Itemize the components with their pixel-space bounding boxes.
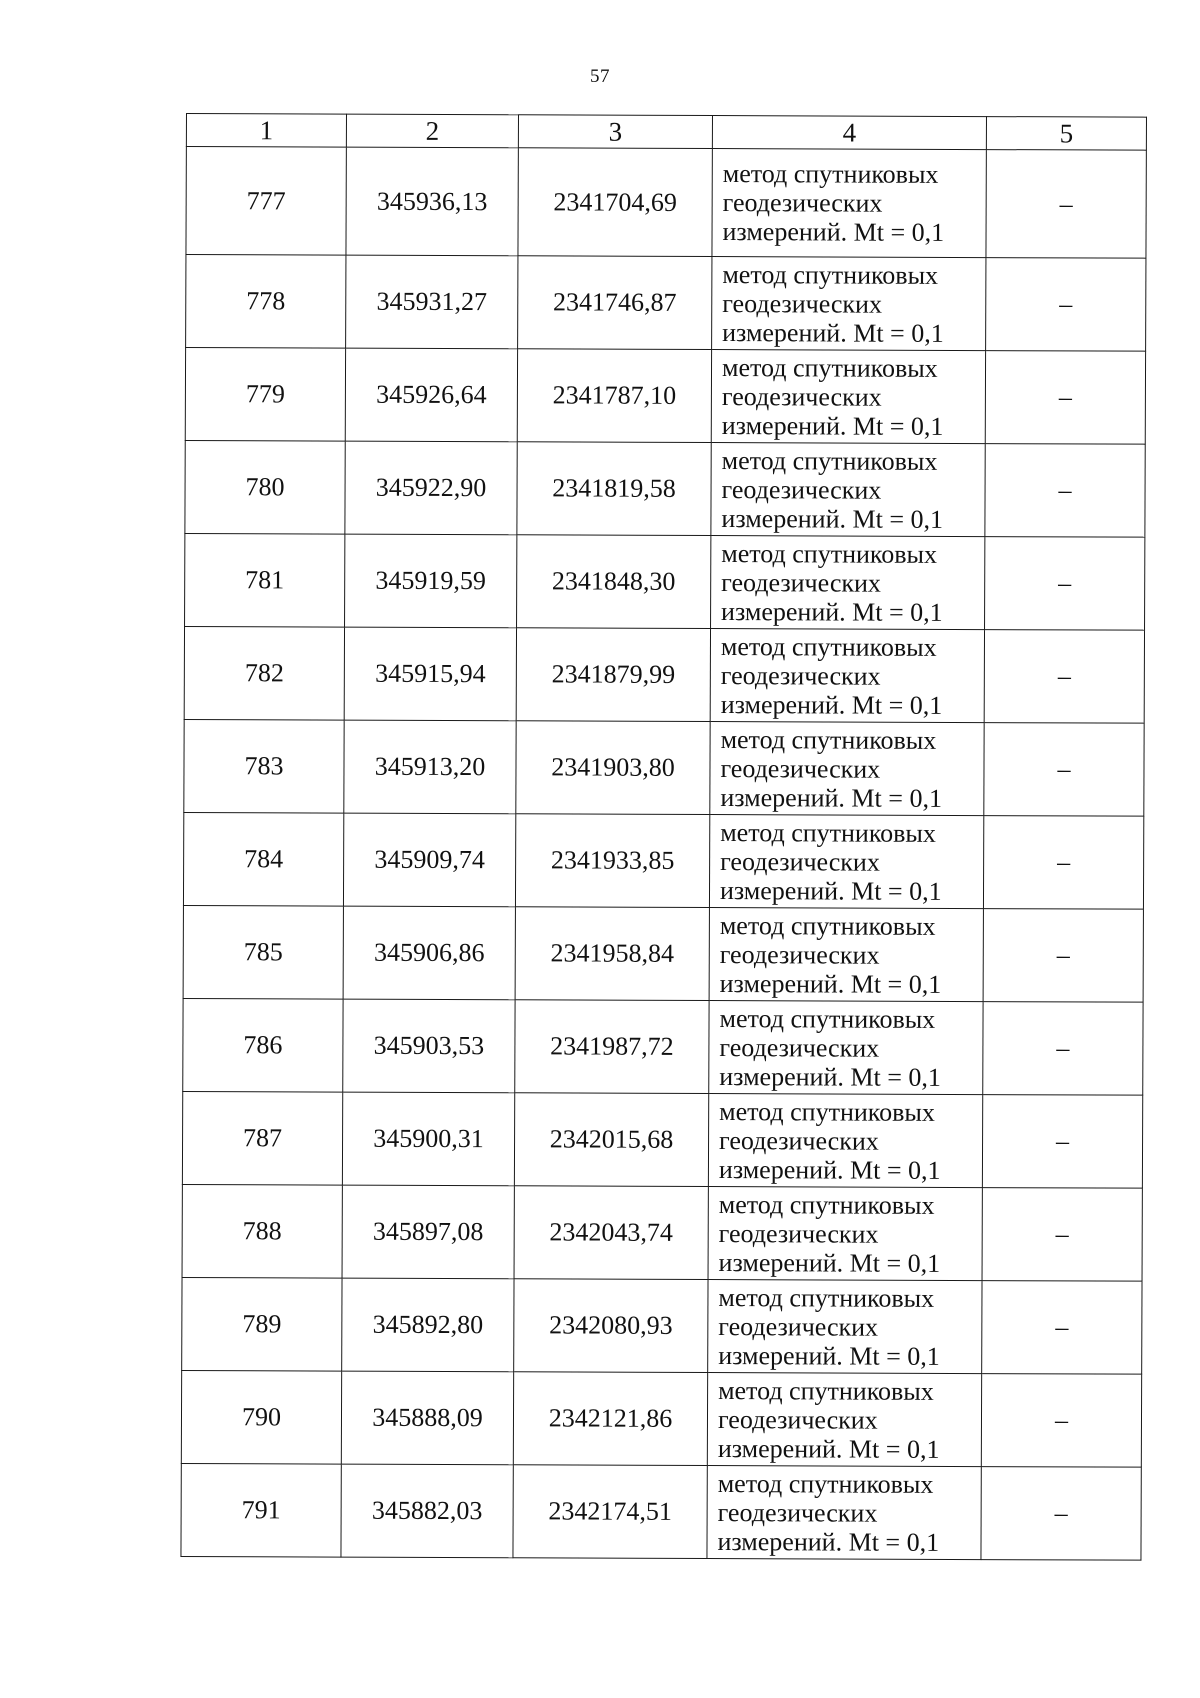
method-text-line3: измерений. Mt = 0,1 [718, 1154, 941, 1185]
point-number: 786 [183, 998, 343, 1092]
method-text-line1: метод спутниковых [718, 1282, 935, 1313]
column-header-1: 1 [186, 114, 346, 148]
method-description [712, 257, 986, 351]
method-text-line3: измерений. Mt = 0,1 [720, 689, 943, 720]
column-header-3: 3 [518, 115, 712, 149]
coordinate-x: 345892,80 [342, 1278, 514, 1372]
point-number: 790 [181, 1370, 341, 1464]
method-description [707, 1373, 981, 1467]
coordinate-y: 2341704,69 [518, 148, 712, 257]
method-text-line3: измерений. Mt = 0,1 [717, 1433, 940, 1464]
method-text-line1: метод спутниковых [720, 631, 937, 662]
method-description [709, 815, 983, 909]
note-dash: – [981, 1374, 1141, 1468]
coordinate-x: 345915,94 [344, 627, 516, 721]
coordinate-x: 345931,27 [346, 255, 518, 349]
table-body [181, 147, 1146, 1561]
point-number: 785 [183, 905, 343, 999]
coordinate-x: 345903,53 [343, 999, 515, 1093]
note-dash: – [985, 444, 1145, 538]
point-number: 787 [182, 1091, 342, 1185]
method-description [709, 1001, 983, 1095]
coordinates-table [180, 113, 1147, 1561]
coordinate-y: 2341787,10 [517, 349, 711, 443]
table-row [181, 1370, 1141, 1467]
method-text-line1: метод спутниковых [719, 1096, 935, 1127]
coordinate-x: 345897,08 [342, 1185, 514, 1279]
method-text-line2: геодезических [722, 188, 883, 218]
point-number: 781 [185, 533, 345, 627]
coordinate-x: 345913,20 [344, 720, 516, 814]
method-text-line3: измерений. Mt = 0,1 [722, 217, 945, 247]
coordinate-y: 2341933,85 [515, 814, 709, 908]
method-text-line3: измерений. Mt = 0,1 [720, 782, 943, 813]
method-text-line2: геодезических [718, 1311, 879, 1342]
coordinate-y: 2342043,74 [514, 1186, 708, 1280]
table-row [182, 1277, 1142, 1374]
note-dash: – [982, 1095, 1142, 1189]
table-row [183, 905, 1143, 1002]
method-text-line3: измерений. Mt = 0,1 [719, 1061, 941, 1092]
coordinate-y: 2342174,51 [513, 1465, 707, 1559]
point-number: 778 [186, 255, 346, 349]
note-dash: – [982, 1188, 1142, 1282]
table-row [186, 255, 1146, 352]
method-text-line2: геодезических [721, 474, 882, 505]
method-text-line2: геодезических [722, 288, 883, 319]
method-text-line2: геодезических [720, 753, 881, 784]
method-description [711, 443, 985, 537]
coordinate-x: 345926,64 [345, 348, 517, 442]
note-dash: – [986, 258, 1146, 352]
note-dash: – [985, 537, 1145, 631]
coordinate-x: 345909,74 [343, 813, 515, 907]
method-description [710, 722, 984, 816]
method-text-line2: геодезических [719, 939, 880, 970]
method-description [710, 629, 984, 723]
method-text-line3: измерений. Mt = 0,1 [718, 1247, 941, 1278]
method-text-line1: метод спутниковых [718, 1375, 934, 1406]
method-description [709, 908, 983, 1002]
method-description [708, 1187, 982, 1281]
table-header-row [186, 114, 1146, 151]
point-number: 791 [181, 1463, 341, 1557]
table-row [185, 348, 1145, 445]
method-description [712, 149, 986, 258]
method-text-line3: измерений. Mt = 0,1 [718, 1340, 940, 1371]
coordinate-y: 2341958,84 [515, 907, 709, 1001]
method-text-line1: метод спутниковых [721, 538, 938, 569]
method-text-line3: измерений. Mt = 0,1 [721, 596, 943, 627]
point-number: 779 [185, 348, 345, 442]
coordinate-y: 2341848,30 [517, 535, 711, 629]
method-description [708, 1280, 982, 1374]
coordinate-y: 2342080,93 [514, 1279, 708, 1373]
method-text-line3: измерений. Mt = 0,1 [719, 968, 942, 999]
method-description [711, 536, 985, 630]
table-row [184, 719, 1144, 816]
method-text-line2: геодезических [718, 1218, 879, 1249]
coordinate-y: 2341903,80 [516, 721, 710, 815]
coordinate-y: 2341746,87 [518, 256, 712, 350]
method-text-line2: геодезических [720, 660, 881, 691]
method-text-line1: метод спутниковых [718, 1189, 935, 1220]
method-text-line1: метод спутниковых [720, 724, 937, 755]
method-description [708, 1094, 982, 1188]
coordinate-y: 2341879,99 [516, 628, 710, 722]
method-text-line1: метод спутниковых [717, 1468, 934, 1499]
table-row [183, 812, 1143, 909]
method-text-line1: метод спутниковых [721, 352, 938, 383]
coordinate-x: 345919,59 [345, 534, 517, 628]
method-text-line2: геодезических [717, 1404, 878, 1435]
table-row [185, 533, 1145, 630]
method-text-line2: геодезических [719, 1032, 880, 1063]
coordinate-x: 345936,13 [346, 147, 518, 256]
coordinate-y: 2342015,68 [514, 1093, 708, 1187]
table-row [184, 626, 1144, 723]
method-text-line2: геодезических [720, 846, 880, 877]
table-row [182, 1091, 1142, 1188]
column-header-4: 4 [712, 116, 986, 150]
coordinate-x: 345888,09 [341, 1371, 513, 1465]
column-header-2: 2 [346, 114, 518, 148]
method-text-line2: геодезических [721, 381, 882, 412]
method-text-line1: метод спутниковых [721, 445, 938, 476]
coordinate-y: 2341819,58 [517, 442, 711, 536]
coordinate-x: 345882,03 [341, 1464, 513, 1558]
method-text-line2: геодезических [717, 1497, 878, 1528]
note-dash: – [983, 1002, 1143, 1096]
method-text-line3: измерений. Mt = 0,1 [721, 410, 944, 441]
method-description [711, 350, 985, 444]
coordinate-y: 2341987,72 [515, 1000, 709, 1094]
coordinate-x: 345922,90 [345, 441, 517, 535]
method-description [707, 1466, 981, 1560]
coordinate-y: 2342121,86 [513, 1372, 707, 1466]
note-dash: – [985, 351, 1145, 445]
page-number: 57 [590, 66, 610, 87]
method-text-line2: геодезических [719, 1125, 879, 1156]
table-row [183, 998, 1143, 1095]
point-number: 789 [182, 1277, 342, 1371]
table-row [181, 1463, 1141, 1560]
point-number: 784 [183, 812, 343, 906]
table-row [185, 440, 1145, 537]
method-text-line1: метод спутниковых [722, 159, 939, 189]
table-row [182, 1184, 1142, 1281]
note-dash: – [986, 150, 1146, 259]
method-text-line2: геодезических [721, 567, 881, 598]
point-number: 788 [182, 1184, 342, 1278]
method-text-line3: измерений. Mt = 0,1 [722, 317, 944, 348]
table-row [186, 147, 1146, 259]
note-dash: – [982, 1281, 1142, 1375]
note-dash: – [981, 1467, 1141, 1561]
method-text-line1: метод спутниковых [719, 910, 936, 941]
note-dash: – [984, 723, 1144, 817]
point-number: 777 [186, 147, 346, 256]
point-number: 780 [185, 440, 345, 534]
note-dash: – [983, 909, 1143, 1003]
method-text-line1: метод спутниковых [720, 817, 937, 848]
note-dash: – [984, 630, 1144, 724]
method-text-line1: метод спутниковых [719, 1003, 936, 1034]
column-header-5: 5 [986, 117, 1146, 151]
point-number: 782 [184, 626, 344, 720]
coordinate-x: 345900,31 [342, 1092, 514, 1186]
method-text-line1: метод спутниковых [722, 259, 939, 290]
point-number: 783 [184, 719, 344, 813]
coordinate-x: 345906,86 [343, 906, 515, 1000]
method-text-line3: измерений. Mt = 0,1 [717, 1526, 940, 1557]
note-dash: – [983, 816, 1143, 910]
method-text-line3: измерений. Mt = 0,1 [719, 875, 942, 906]
method-text-line3: измерений. Mt = 0,1 [721, 503, 944, 534]
